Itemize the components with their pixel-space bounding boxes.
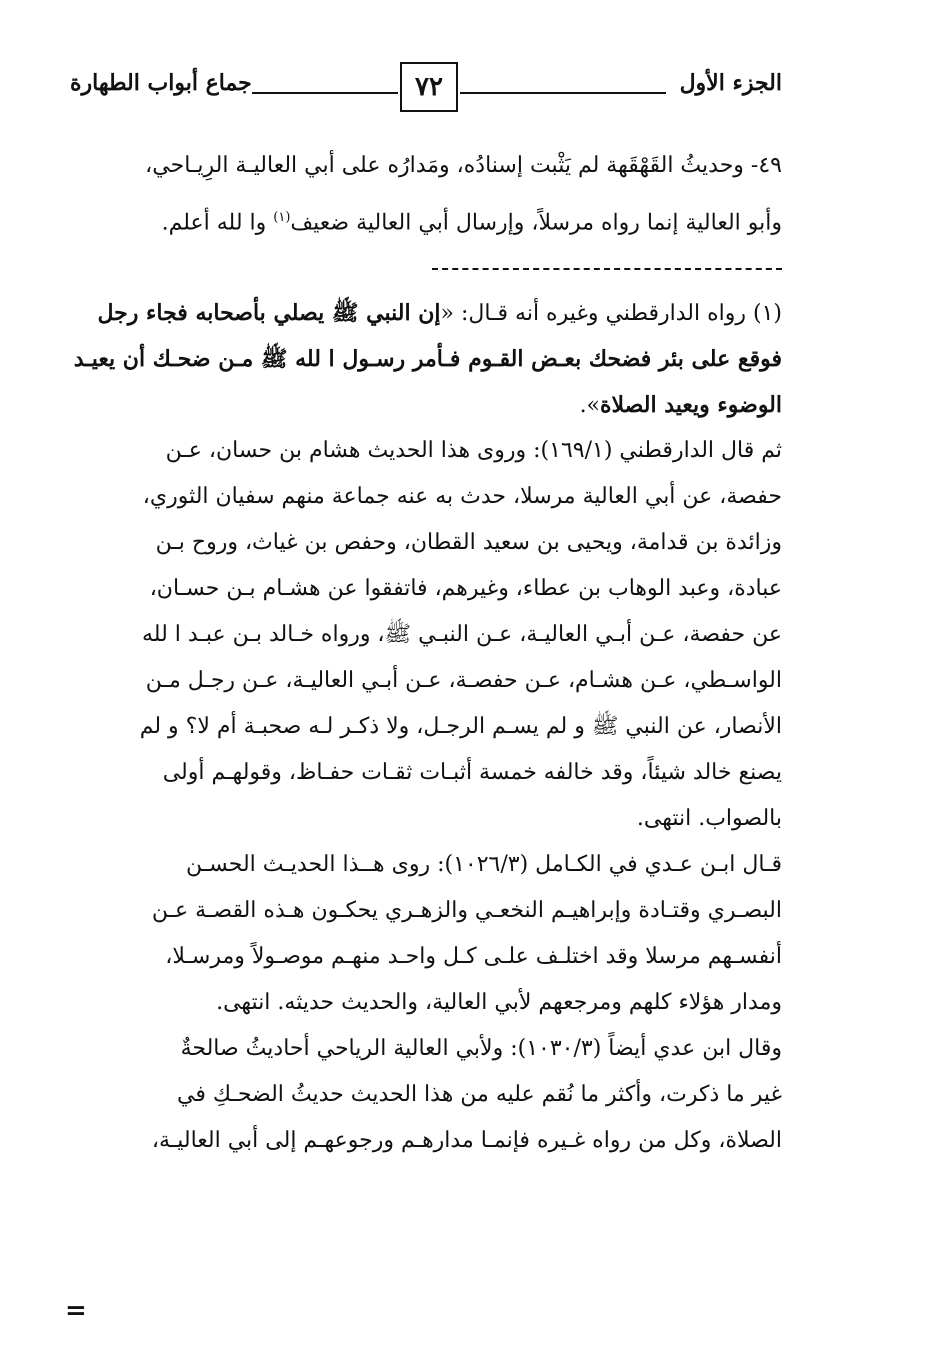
paragraph-line: حفصة، عن أبي العالية مرسلا، حدث به عنه جماعة منهم سفيان الثوري، — [142, 484, 782, 509]
footnote-line — [70, 382, 782, 428]
page-number: ٧٢ — [400, 62, 458, 112]
footnote-intro: (١) رواه الدارقطني وغيره أنه قـال: « — [440, 301, 782, 326]
chapter-title: جماع أبواب الطهارة — [70, 70, 252, 96]
quote-close: ». — [579, 393, 601, 418]
main-text — [70, 140, 782, 244]
main-line-2-text: وأبو العالية إنما رواه مرسلاً، وإرسال أبي العالية ضعيف — [290, 210, 782, 236]
header-rule-right — [460, 92, 666, 94]
paragraph-line: الواسـطي، عـن هشـام، عـن حفصـة، عـن أبـي العاليـة، عـن رجـل مـن — [145, 668, 782, 693]
hadith-quote-2: فوقع على بئر فضحك بعـض القـوم فـأمر رسـول ا لله ﷺ مـن ضحـك أن يعيـد — [73, 346, 782, 372]
paragraph-line: وزائدة بن قدامة، ويحيى بن سعيد القطان، وحفص بن غياث، وروح بـن — [155, 530, 782, 555]
main-line-2-tail: وا لله أعلم. — [161, 210, 274, 236]
paragraph-line: بالصواب. انتهى. — [636, 806, 782, 831]
paragraph-line: يصنع خالد شيئاً، وقد خالفه خمسة أثبـات ثقـات حفـاظ، وقولهـم أولى — [162, 760, 782, 785]
paragraph-line: البصـري وقتـادة وإبراهيـم النخعـي والزهـري يحكـون هـذه القصـة عـن — [151, 898, 782, 923]
paragraph-line: أنفسـهم مرسلا وقد اختلـف علـى كـل واحـد منهـم موصـولاً ومرسـلا، — [165, 944, 782, 969]
paragraph-line: عن حفصة، عـن أبـي العاليـة، عـن النبـي ﷺ، ورواه خـالد بـن عبـد ا لله — [142, 622, 782, 647]
part-title: الجزء الأول — [679, 70, 782, 96]
paragraph-line: عبادة، وعبد الوهاب بن عطاء، وغيرهم، فاتفقوا عن هشـام بـن حسـان، — [149, 576, 782, 601]
footnote-line — [70, 290, 782, 336]
page-header — [70, 62, 782, 122]
hadith-quote-3: الوضوء ويعيد الصلاة — [600, 392, 782, 418]
footnote — [70, 290, 782, 1164]
hadith-quote-1: إن النبي ﷺ يصلي بأصحابه فجاء رجل — [97, 300, 441, 326]
header-rule-left — [252, 92, 398, 94]
paragraph-line: ثم قال الدارقطني (١٦٩/١): وروى هذا الحديث هشام بن حسان، عـن — [165, 438, 782, 463]
paragraph-line: وقال ابن عدي أيضاً (١٠٣٠/٣): ولأبي العالية الرياحي أحاديثُ صالحةٌ — [180, 1036, 782, 1061]
main-line-1: ٤٩- وحديثُ القَهْقَهة لم يَثْبت إسنادُه، ومَدارُه على أبي العاليـة الرِيـاحي، — [145, 153, 782, 178]
main-line-2 — [70, 192, 782, 244]
continuation-mark: = — [65, 1296, 87, 1326]
footnote-separator — [432, 268, 782, 270]
paragraph-line: الأنصار، عن النبي ﷺ و لم يسـم الرجـل، ولا ذكـر لـه صحبـة أم لا؟ و لم — [139, 714, 782, 739]
paragraph-line: غير ما ذكرت، وأكثر ما نُقم عليه من هذا الحديث حديثُ الضحـكِ في — [176, 1082, 782, 1107]
paragraph-line: قـال ابـن عـدي في الكـامل (١٠٢٦/٣): روى هــذا الحديـث الحسـن — [185, 852, 782, 877]
footnote-ref: (١) — [273, 210, 291, 225]
paragraph-line: الصلاة، وكل من رواه غـيره فإنمـا مدارهـم ورجوعهـم إلى أبي العاليـة، — [151, 1128, 782, 1153]
paragraph-line: ومدار هؤلاء كلهم ومرجعهم لأبي العالية، والحديث حديثه. انتهى. — [216, 990, 782, 1015]
